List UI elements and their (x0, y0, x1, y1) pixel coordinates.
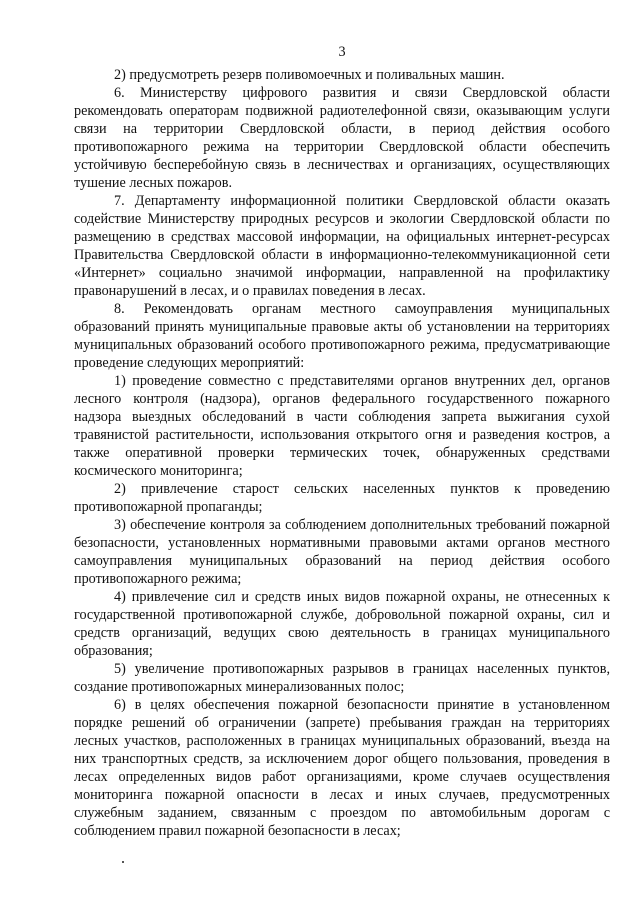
list-item-3-control-requirements: 3) обеспечение контроля за соблюдением дополнительных требований пожарной безопасности, установленных нормативными правовыми актами органов местного самоуправления муниципальных образований на период действия особого противопожарного режима; (74, 517, 610, 587)
list-item-2-village-elders: 2) привлечение старост сельских населенных пунктов к проведению противопожарной пропаганды; (74, 481, 610, 515)
list-item-5-firebreaks: 5) увеличение противопожарных разрывов в границах населенных пунктов, создание противопожарных минерализованных полос; (74, 661, 610, 695)
page-number: 3 (338, 44, 346, 60)
paragraph-8-local-government: 8. Рекомендовать органам местного самоуправления муниципальных образований принять муниципальные правовые акты об установлении на территориях муниципальных образований особого противопожарного режима, предусматривающие проведение следующих мероприятий: (74, 301, 610, 371)
document-body (74, 66, 610, 840)
document-page (74, 0, 610, 905)
paragraph-7-information-policy: 7. Департаменту информационной политики Свердловской области оказать содействие Министерству природных ресурсов и экологии Свердловской области по размещению в средствах массовой информации, на официальных интернет-ресурсах Правительства Свердловской области в информационно-телекоммуникационной сети «Интернет» социально значимой информации, направленной на профилактику правонарушений в лесах, и о правилах поведения в лесах. (74, 193, 610, 299)
scan-artifact-dot (122, 861, 124, 863)
list-item-6-forest-access-restriction: 6) в целях обеспечения пожарной безопасности принятие в установленном порядке решений об ограничении (запрете) пребывания граждан на территориях лесных участков, расположенных в границах муниципальных образований, въезда на них транспортных средств, за исключением дорог общего пользования, проведения в лесах определенных видов работ организациями, кроме случаев осуществления мониторинга пожарной опасности в лесах и иных случаев, предусмотренных служебным заданием, связанным с проездом по автомобильным дорогам с соблюдением правил пожарной безопасности в лесах; (74, 697, 610, 839)
paragraph-item-2-reserve-machines: 2) предусмотреть резерв поливомоечных и поливальных машин. (114, 67, 505, 83)
list-item-4-fire-forces: 4) привлечение сил и средств иных видов пожарной охраны, не отнесенных к государственной противопожарной службе, добровольной пожарной охраны, сил и средств организаций, ведущих свою деятельность в границах муниципального образования; (74, 589, 610, 659)
list-item-1-joint-inspections: 1) проведение совместно с представителями органов внутренних дел, органов лесного контроля (надзора), органов федерального государственного пожарного надзора выездных обследований в части соблюдения запрета выжигания сухой травянистой растительности, использования открытого огня и разведения костров, а также оперативной проверки термических точек, обнаруженных средствами космического мониторинга; (74, 373, 610, 479)
paragraph-6-digital-ministry: 6. Министерству цифрового развития и связи Свердловской области рекомендовать операторам подвижной радиотелефонной связи, оказывающим услуги связи на территории Свердловской области, в период действия особого противопожарного режима на территории Свердловской области обеспечить устойчивую бесперебойную связь в лесничествах и организациях, осуществляющих тушение лесных пожаров. (74, 85, 610, 191)
